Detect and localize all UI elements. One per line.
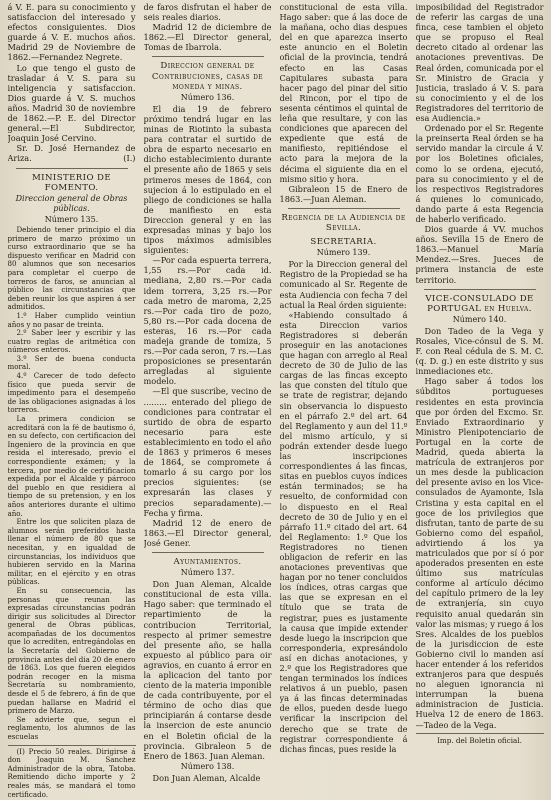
- ministry-subheading: Direccion general de Obras públicas.: [15, 193, 128, 213]
- imprint-line: Imp. del Boletin oficial.: [416, 733, 544, 746]
- notice-body-5: Se advierte que, segun el reglamento, los alumnos de las escuelas: [7, 714, 136, 741]
- section-divider: [424, 289, 536, 290]
- requirement-4: 4.º Carecer de todo defecto físico que pueda servir de impedimento para el desempeño de las obligaciones asignadas á los torreros.: [7, 371, 136, 415]
- ministry-heading: MINISTERIO DE FOMENTO.: [31, 172, 111, 193]
- requirement-3: 3.º Ser de buena conducta moral.: [7, 353, 136, 372]
- section-divider: [288, 208, 400, 209]
- notice-body: Debiendo tener principio el dia primero de marzo próximo un curso extraordinario que se ha dispuesto verificar en Madrid con 80 alumnos que son necesarios para completar el cuerpo de torreros de faros, se anuncian al público las circunstancias que deben reunir los que aspiren á ser admitidos.: [7, 224, 136, 312]
- regencia-heading: Regencia de la Audiencia de Sevilla.: [281, 212, 406, 233]
- column-4: [416, 2, 544, 798]
- notice-number: Número 136.: [180, 92, 235, 102]
- columns: [3, 2, 548, 798]
- notice-number: Número 135.: [44, 214, 99, 224]
- requirement-2: 2.º Saber leer y escribir y las cuatro reglas de aritmética con números enteros.: [7, 328, 136, 355]
- price-list: —Por cada espuerta terrera, 1,55 rs.—Por cada id. mediana, 2,80 rs.—Por cada idem torrera, 3,25 rs.—Por cada metro de maroma, 2,25 rs.—Por cada tiro de pozo, 5,80 rs.—Por cada docena de esteras, 16 rs.—Por cada madeja grande de tomiza, 5 rs.—Por cada seron, 7 rs.—Las proposiciones se presentarán arregladas al siguiente modelo.: [143, 255, 272, 387]
- column-3-top-signature: Gibraleon 15 de Enero de 1863.—Juan Aleman.: [279, 183, 408, 204]
- secretaria-heading: SECRETARIA.: [310, 237, 377, 248]
- notice-number: Número 138.: [180, 761, 235, 771]
- column-4-paragraph-2: Ordenado por el Sr. Regente la preinserta Real órden se ha servido mandar la circule á V. por los Boletines oficiales, como lo se ordena, ejecutó, para su conocimiento y el de los respectivos Registradores á quienes lo comunicado, dando parte á esta Regencia de haberlo verificado.: [415, 123, 544, 224]
- column-4-top-text: imposibilidad del Registrador de referir las cargas de una finca, cese tambien el objeto que se propuso el Real decreto citado al ordenar las anotaciones preventivas. De Real órden, comunicada por el Sr. Ministro de Gracia y Justicia, traslado á V. S. para su conocimiento y el de los Registradores del territorio de esa Audiencia.»: [415, 2, 544, 124]
- tender-signature: Madrid 12 de enero de 1863.—El Director general, José Gener.: [143, 517, 272, 548]
- section-divider: [152, 56, 264, 57]
- mines-heading: Direccion general de Contribuciones, casas de moneda y minas.: [151, 61, 264, 92]
- notice-body-4: En su consecuencia, las personas que reunan las expresadas circunstancias podrán dirigir sus solicitudes al Director general de Obras públicas, acompañadas de los documentos que lo acrediten, entregándolas en la Secretaría del Gobierno de provincia antes del dia 20 de enero de 1863. Los que fueren elegidos podrán recoger en la misma Secretaría su nombramiento, desde el 5 de febrero, á fin de que puedan hallarse en Madrid el primero de Marzo.: [7, 585, 136, 716]
- column-3: [280, 2, 408, 798]
- order-paragraph: Lo que tengo el gusto de trasladar á V. S. para su inteligencia y satisfaccion. Dios guarde á V. S. muchos años. Madrid 30 de noviembre de 1862.—P. E. del Director general.—El Subdirector, Joaquin José Cervino.: [7, 62, 136, 144]
- column-2: [144, 2, 272, 798]
- ayuntamientos-heading: Ayuntamientos.: [173, 556, 242, 567]
- notice-number: Número 139.: [316, 248, 371, 258]
- regencia-body: Por la Direccion general del Registro de la Propiedad se ha comunicado al Sr. Regente de esta Audiencia con fecha 7 del actual la Real órden siguiente:: [279, 259, 408, 310]
- section-divider: [152, 552, 264, 553]
- vice-consul-body: Hago saber á todos los súbditos portugueses residentes en esta provincia que por órden del Excmo. Sr. Enviado Extraordinario y Ministro Plenipotenciario de Portugal en la corte de Madrid, queda abierta la matrícula de extranjeros por un mes desde la publicacion del presente aviso en los Vice-consulados de Ayamonte, Isla Cristina y esta capital en el goce de los privilegios que disfrutan, tanto de parte de su Gobierno como del español, advirtiendo á los ya matriculados que por sí ó por apoderados presenten en este último sus matrículas conforme al artículo décimo del capítulo primero de la ley de extranjería, sin cuyo requisito anual quedarán sin valor las mismas; y ruego á los Sres. Alcaldes de los pueblos de la jurisdiccion de este Gobierno civil lo manden así hacer entender á los referidos extranjeros para que después no aleguen ignorancia ni interrumpan la buena administracion de Justicia. Huelva 12 de enero de 1863.—Tadeo de la Vega.: [415, 376, 544, 730]
- royal-order-text: «Habiendo consultado á esta Direccion varios Registradores si deberán proseguir en las anotaciones que hagan con arreglo al Real decreto de 30 de Julio de las cargas de las fincas excepto las que consten del título que se trate de registrar, dejando sin observancia lo dispuesto en el párrafo 2.º del art. 64 del Reglamento y aun del 11.º del mismo artículo, y si podrán extender desde luego las inscripciones correspondientes á las fincas, sitas en pueblos cuyos índices están terminados; se ha resuelto, de conformidad con lo dispuesto en el Real decreto de 30 de Julio y en el párrafo 11.º citado del art. 64 del Reglamento: 1.º Que los Registradores no tienen obligacion de referir en las anotaciones preventivas que hagan por no tener concluidos los índices, otras cargas que las que se expresan en el título que se trata de registrar, pues es justamente la causa que impide extender desde luego la inscripcion que corresponderia, expresándolo así en dichas anotaciones, y 2.º que los Registradores que tengan terminados los índices relativos á un pueblo, pasen ya á las fincas determinadas de ellos, pueden desde luego verificar la inscripcion del derecho que se trate de registrar correspondiente á dichas fincas, pues reside la: [279, 309, 408, 754]
- column-4-signature: Dios guarde á VV. muchos años. Sevilla 15 de Enero de 1863.—Manuel María Mendez.—Sres. Jueces de primera instancia de este territorio.: [415, 224, 544, 285]
- notice-number: Número 140.: [452, 314, 507, 324]
- requirement-1: 1.º Haber cumplido veintiun años y no pasar de treinta.: [7, 310, 136, 329]
- column-2-last-line: Don Juan Aleman, Alcalde: [152, 772, 261, 783]
- vice-consul-intro: Don Tadeo de la Vega y Rosales, Vice-cónsul de S. M. F. con Real cédula de S. M. C. (q. D. g.) en este distrito y sus inmediaciones etc.: [415, 325, 544, 377]
- footnote: (I) Precio 50 reales. Dirigirse á don Joaquin M. Sanchez Administrador de la obra, Tatoba. Remitiendo dicho importe y 2 reales más, se mandará el tomo certificado.: [7, 746, 136, 798]
- column-1: [8, 2, 136, 798]
- column-1-top-text: á V. E. para su conocimiento y satisfaccion del interesado y efectos consiguientes. Dios guarde á V. E. muchos años. Madrid 29 de Noviembre de 1862.—Fernandez Negrete.: [7, 2, 136, 63]
- vice-consulado-heading: VICE-CONSULADO DE PORTUGAL en Huelva.: [425, 293, 534, 314]
- ayuntamiento-notice: Don Juan Aleman, Alcalde constitucional de esta villa. Hago saber: que terminado el repartimiento de la contribucion Territorial, respecto al primer semestre del presente año, se halla expuesto al público para oir agravios, en cuanto á error en la aplicacion del tanto por ciento de la materia imponible de cada contribuyente, por el término de ocho dias que principiarán á contarse desde la insercion de este anuncio en el Boletin oficial de la provincia. Gibraleon 5 de Enero de 1863. Juan Aleman.: [143, 579, 272, 761]
- column-2-top-signature: Madrid 12 de diciembre de 1862.—El Director general, Tomas de Ibarrola.: [143, 22, 272, 53]
- section-divider: [16, 168, 128, 169]
- notice-number: Número 137.: [180, 568, 235, 578]
- order-addressee-text: Sr. D. José Hernandez de Ariza.: [7, 143, 136, 164]
- tender-model: —El que suscribe, vecino de ......... enterado del pliego de condiciones para contratar el surtido de obra de esparto necesario para este establecimiento en todo el año de 1863 y primeros 6 meses de 1864, se compromete á tomarlo á su cargo por los precios siguientes: (se expresarán las clases y precios separadamente).—Fecha y firma.: [143, 386, 272, 518]
- notice-body-3: Entre los que soliciten plaza de alumnos serán preferidos hasta llenar el número de 80 que se necesitan, y en igualdad de circunstancias, los individuos que hubieren servido en la Marina militar, en el ejército y en otras públicas.: [7, 517, 136, 587]
- footnote-reference: (I.): [123, 153, 136, 164]
- order-addressee: [8, 143, 136, 163]
- mines-notice-body: El dia 19 de febrero próximo tendrá lugar en las minas de Riotinto la subasta para contratar el surtido de obra de esparto necesario en dicho establecimiento durante el presente año de 1865 y seis primeros meses de 1864, con sujecion á lo estipulado en el pliego de condiciones se halla de manifiesto en esta Direccion general y en las expresadas minas y bajo los tipos máximos admisibles siguientes:: [143, 103, 272, 256]
- notice-body-2: La primera condicion se acreditará con la fé de bautismo ó, en su defecto, con certificacion del Ingeniero de la provincia en que resida el interesado, previo el correspondiente exámen; y la tercera, por medio de certificacion expedida por el Alcalde y párroco del pueblo en que residiera al tiempo de su pretension, y en los años anteriores durante el ultimo año.: [7, 414, 136, 518]
- column-2-top-text: de faros disfrutan el haber de seis reales diarios.: [143, 2, 272, 23]
- column-3-top-text: constitucional de esta villa. Hago saber: que á las doce de la mañana, ocho dias despues del en que aparezca inserto este anuncio en el Boletin oficial de la provincia, tendrá efecto en las Casas Capitulares subasta para hacer pago del pinar del sitio del Rincon, por el tipo de sesenta céntimos el quintal de leña que resultare, y con las condiciones que aparecen del expediente que está de manifiesto, repitiéndose el acto para la mejora de la décima el siguiente dia en el mismo sitio y hora.: [279, 2, 408, 184]
